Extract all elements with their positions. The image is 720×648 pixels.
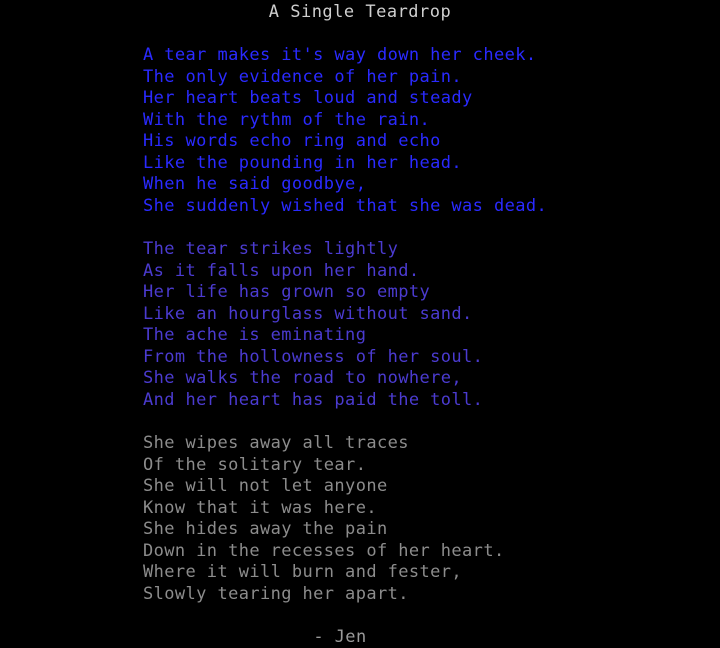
poem-line: She walks the road to nowhere,: [143, 368, 463, 388]
poem-line: Like an hourglass without sand.: [143, 303, 473, 324]
poem-line: Her life has grown so empty: [143, 282, 431, 302]
poem-line: She hides away the pain: [143, 519, 388, 539]
poem-line: The ache is eminating: [143, 325, 367, 345]
page-title: A Single Teardrop: [268, 2, 452, 22]
poem-line: Slowly tearing her apart.: [143, 583, 409, 604]
stanza-3: [143, 433, 720, 605]
poem-line: Of the solitary tear.: [143, 454, 367, 475]
poem-line: As it falls upon her hand.: [143, 260, 420, 281]
poem-line: She wipes away all traces: [143, 433, 409, 453]
stanza-1: [143, 45, 720, 217]
poem-line: She will not let anyone: [143, 476, 388, 496]
poem-line: The only evidence of her pain.: [143, 66, 463, 87]
poem-line: When he said goodbye,: [143, 174, 367, 194]
author-signature: - Jen: [313, 627, 367, 647]
poem-line: Know that it was here.: [143, 497, 377, 518]
poem-line: The tear strikes lightly: [143, 239, 399, 259]
stanza-2: [143, 239, 720, 411]
poem-line: Her heart beats loud and steady: [143, 88, 473, 108]
poem-line: Like the pounding in her head.: [143, 152, 463, 173]
poem-line: A tear makes it's way down her cheek.: [143, 45, 537, 65]
poem-line: And her heart has paid the toll.: [143, 389, 484, 410]
poem-line: With the rythm of the rain.: [143, 109, 431, 130]
poem-line: Down in the recesses of her heart.: [143, 540, 505, 561]
poem-line: Where it will burn and fester,: [143, 562, 463, 582]
poem-body: [143, 45, 720, 605]
poem-line: She suddenly wished that she was dead.: [143, 195, 548, 216]
poem-line: From the hollowness of her soul.: [143, 346, 484, 367]
poem-line: His words echo ring and echo: [143, 131, 441, 151]
